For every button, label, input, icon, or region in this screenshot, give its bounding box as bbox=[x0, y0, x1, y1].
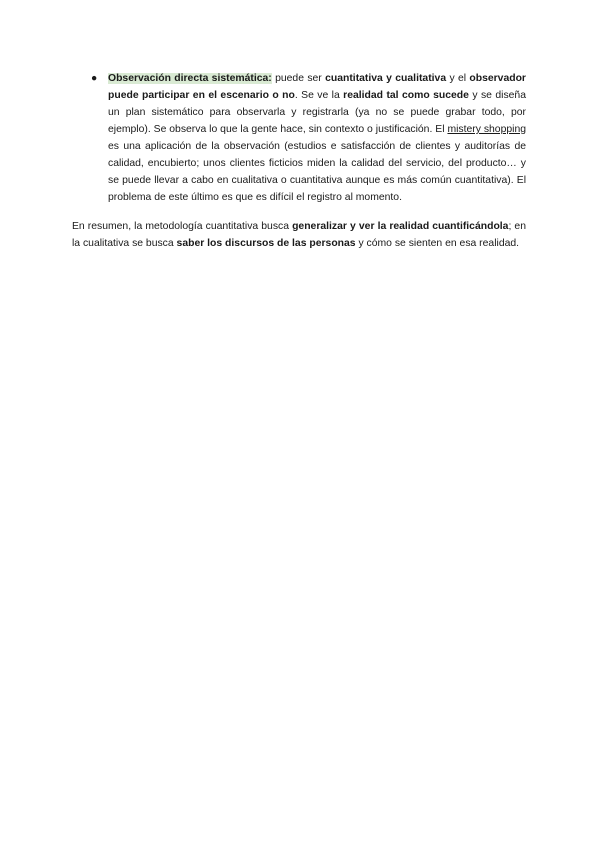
text-run: . Se ve la bbox=[294, 90, 344, 101]
text-run: puede ser bbox=[271, 73, 326, 84]
highlighted-term: Observación directa sistemática: bbox=[108, 73, 272, 84]
underlined-term: mistery shopping bbox=[447, 124, 527, 135]
bold-text: saber los discursos de las personas bbox=[176, 238, 356, 249]
text-run: En resumen, la metodología cuantitativa busca bbox=[72, 221, 293, 232]
text-run: es una aplicación de la observación (estudios e satisfacción de clientes y auditorías de calidad, encubierto; unos clientes ficticios miden la calidad del servicio, del producto… y se puede llevar a cabo en cualitativa o cuantitativa aunque es más común cuantitativa). El problema de este último es que es difícil el registro al momento. bbox=[108, 141, 526, 203]
bullet-paragraph-observacion bbox=[108, 70, 526, 206]
bullet-marker: ● bbox=[91, 73, 98, 84]
bold-text: cuantitativa y cualitativa bbox=[325, 73, 447, 84]
text-run: y cómo se sienten en esa realidad. bbox=[355, 238, 520, 249]
bold-text: observador puede participar en el escenario o no bbox=[108, 73, 526, 101]
text-run: y el bbox=[446, 73, 470, 84]
bold-text: generalizar y ver la realidad cuantificándola bbox=[292, 221, 509, 232]
summary-paragraph bbox=[72, 218, 526, 252]
text-run: y se diseña un plan sistemático para observarla y registrarla (ya no se puede grabar todo, por ejemplo). Se observa lo que la gente hace, sin contexto o justificación. El bbox=[108, 90, 526, 135]
bold-text: realidad tal como sucede bbox=[343, 90, 469, 101]
text-run: ; en la cualitativa se busca bbox=[72, 221, 526, 249]
